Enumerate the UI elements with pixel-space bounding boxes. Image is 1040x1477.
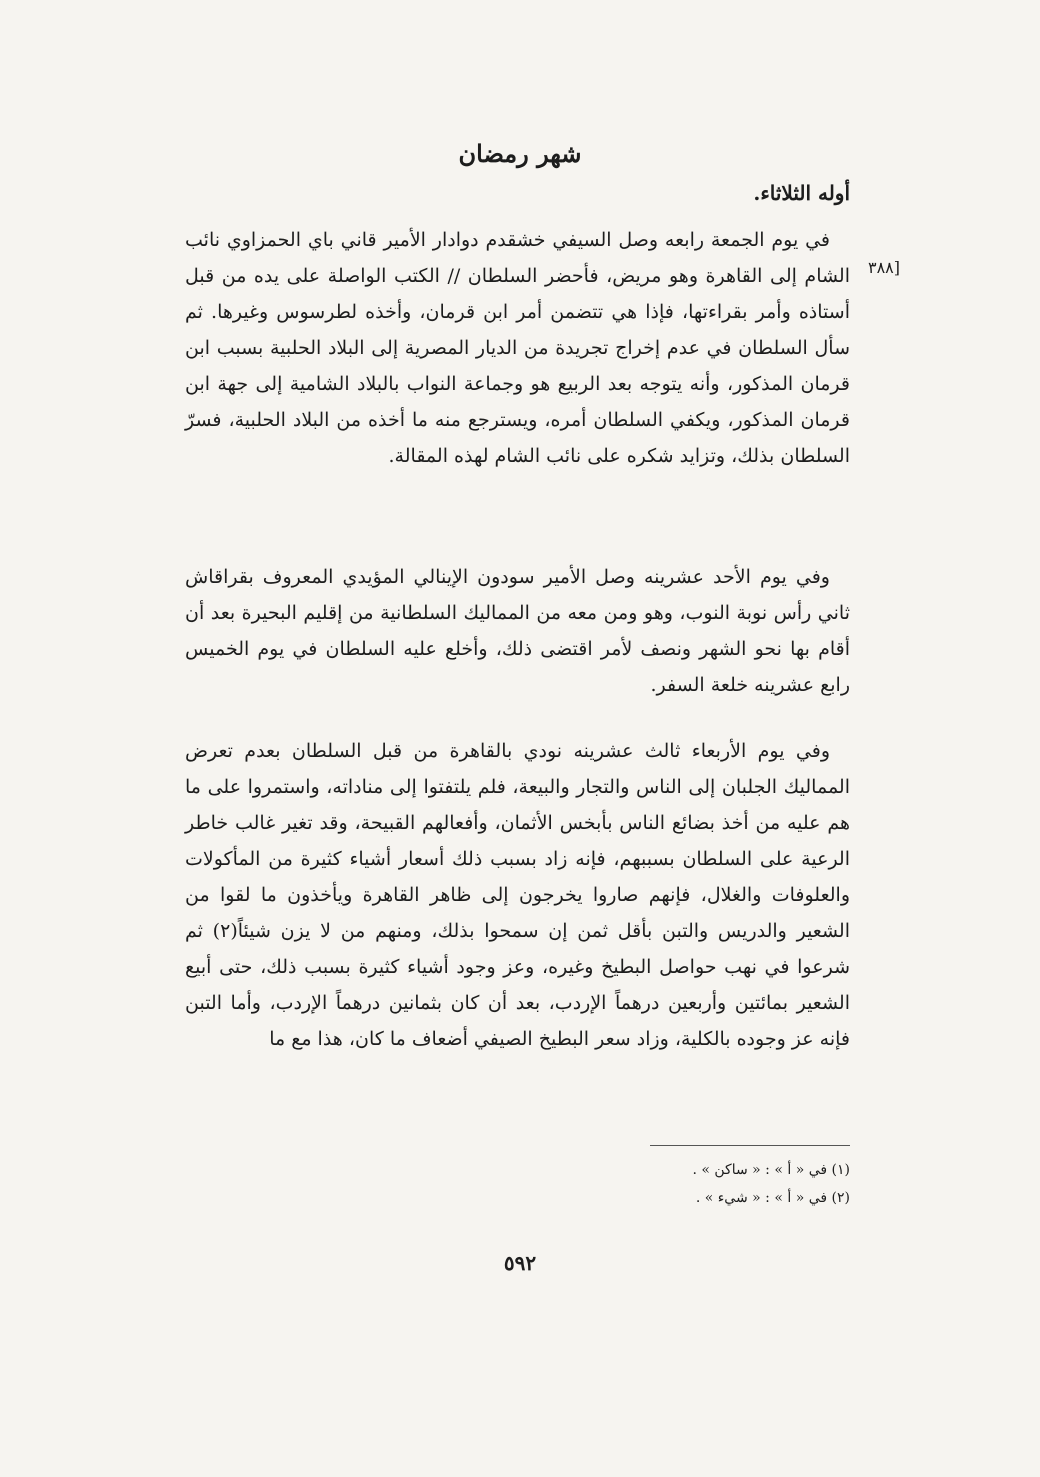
footnote-rule <box>650 1145 850 1146</box>
footnote-2: (٢) في « أ » : « شيء » . <box>695 1190 850 1206</box>
paragraph-3: وفي يوم الأربعاء ثالث عشرينه نودي بالقاهرة من قبل السلطان بعدم تعرض المماليك الجلبان إلى الناس والتجار والبيعة، فلم يلتفتوا إلى مناداته، واستمروا على ما هم عليه من أخذ بضائع الناس بأبخس الأثمان، وأفعالهم القبيحة، وقد تغير غالب خاطر الرعية على السلطان بسببهم، فإنه زاد بسبب ذلك أسعار أشياء كثيرة من المأكولات والعلوفات والغلال، فإنهم صاروا يخرجون إلى ظاهر القاهرة ويأخذون ما لقوا من الشعير والدريس والتبن بأقل ثمن إن سمحوا بذلك، ومنهم من لا يزن شيئاً(٢) ثم شرعوا في نهب حواصل البطيخ وغيره، وعز وجود أشياء كثيرة بسبب ذلك، حتى أبيع الشعير بمائتين وأربعين درهماً الإردب، بعد أن كان بثمانين درهماً الإردب، وأما التبن فإنه عز وجوده بالكلية، وزاد سعر البطيخ الصيفي أضعاف ما كان، هذا مع ما <box>185 740 850 1050</box>
footnotes <box>692 1156 850 1212</box>
footnote-1: (١) في « أ » : « ساكن » . <box>692 1162 850 1178</box>
first-line: أوله الثلاثاء. <box>753 181 850 205</box>
margin-page-reference: [٣٨٨ <box>867 258 900 277</box>
paragraph-2: وفي يوم الأحد عشرينه وصل الأمير سودون الإينالي المؤيدي المعروف بقراقاش ثاني رأس نوبة النوب، وهو ومن معه من المماليك السلطانية من إقليم البحيرة بعد أن أقام بها نحو الشهر ونصف لأمر اقتضى ذلك، وأخلع عليه السلطان في يوم الخميس رابع عشرينه خلعة السفر. <box>185 566 850 696</box>
chapter-heading: شهر رمضان <box>458 139 582 168</box>
page-number: ٥٩٢ <box>503 1251 537 1275</box>
paragraph-1: في يوم الجمعة رابعه وصل السيفي خشقدم دوادار الأمير قاني باي الحمزاوي نائب الشام إلى القاهرة وهو مريض، فأحضر السلطان // الكتب الواصلة على يده من قبل أستاذه وأمر بقراءتها، فإذا هي تتضمن أمر ابن قرمان، وأخذه لطرسوس وغيرها. ثم سأل السلطان في عدم إخراج تجريدة من الديار المصرية إلى البلاد الحلبية بسبب ابن قرمان المذكور، وأنه يتوجه بعد الربيع هو وجماعة النواب بالبلاد الشامية إلى جهة ابن قرمان المذكور، ويكفي السلطان أمره، ويسترجع منه ما أخذه من البلاد الحلبية، فسرّ السلطان بذلك، وتزايد شكره على نائب الشام لهذه المقالة. <box>185 229 850 467</box>
